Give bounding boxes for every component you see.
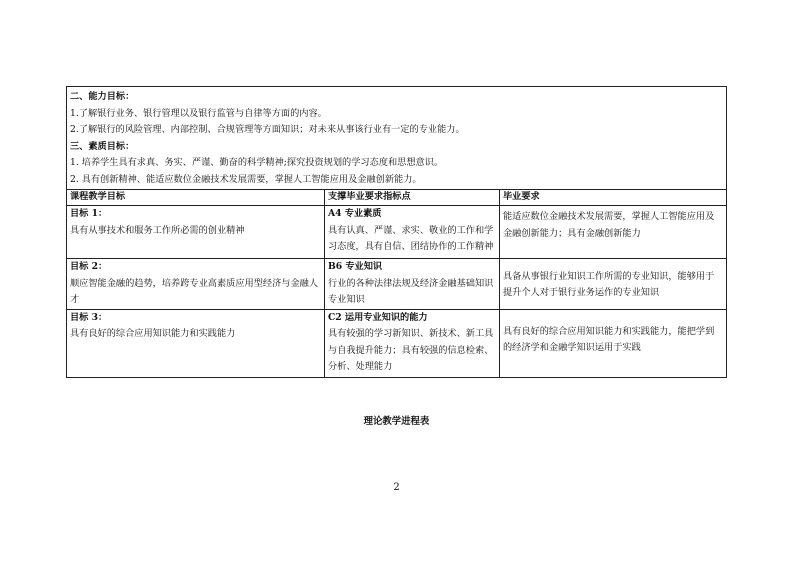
- indicator-text: 具有认真、严谨、求实、敬业的工作和学习态度，具有自信、团结协作的工作精神: [328, 224, 494, 252]
- table-row: [67, 309, 727, 377]
- goal-cell: [67, 309, 325, 377]
- table-row: [67, 259, 727, 310]
- indicator-text: 具有较强的学习新知识、新技术、新工具与自我提升能力；具有较强的信息检索、分析、处理能力: [328, 328, 494, 372]
- table-header-row: [67, 190, 727, 206]
- quality-heading: 三、素质目标：: [70, 140, 135, 152]
- goal-title: 目标 1：: [70, 208, 108, 219]
- goal-title: 目标 2：: [70, 261, 108, 272]
- indicator-title: C2 运用专业知识的能力: [328, 311, 428, 323]
- goal-cell: [67, 259, 325, 310]
- goal-text: 顺应智能金融的趋势，培养跨专业高素质应用型经济与金融人才: [70, 277, 319, 305]
- ability-item-1: 1.了解银行业务、银行管理以及银行监管与自律等方面的内容。: [70, 107, 327, 119]
- course-objectives-table: [66, 86, 727, 378]
- objectives-summary-row: [67, 87, 727, 190]
- indicator-title: B6 专业知识: [328, 261, 383, 272]
- objectives-summary-cell: [67, 87, 727, 190]
- goal-text: 具有良好的综合应用知识能力和实践能力: [70, 328, 236, 339]
- quality-item-2: 2. 具有创新精神、能适应数位金融技术发展需要，掌握人工智能应用及金融创新能力。: [70, 173, 422, 185]
- requirement-cell: 能适应数位金融技术发展需要，掌握人工智能应用及金融创新能力；具有金融创新能力: [500, 206, 727, 259]
- goal-cell: [67, 206, 325, 259]
- ability-heading: 二、能力目标：: [70, 91, 135, 102]
- page-number: 2: [393, 482, 400, 493]
- requirement-cell: 具备从事银行业知识工作所需的专业知识，能够用于提升个人对于银行业务运作的专业知识: [500, 259, 727, 310]
- header-requirement: 毕业要求: [500, 190, 727, 206]
- quality-item-1: 1. 培养学生具有求真、务实、严谨、勤奋的科学精神;探究投资规划的学习态度和思想意识。: [70, 157, 444, 168]
- indicator-cell: [325, 309, 500, 377]
- table-row: [67, 206, 727, 259]
- ability-item-2: 2.了解银行的风险管理、内部控制、合规管理等方面知识；对未来从事该行业有一定的专业能力。: [70, 124, 465, 135]
- goal-text: 具有从事技术和服务工作所必需的创业精神: [70, 224, 245, 236]
- header-course-goal: 课程教学目标: [67, 190, 325, 206]
- indicator-text: 行业的各种法律法规及经济金融基础知识专业知识: [328, 277, 494, 305]
- table-caption: 理论教学进程表: [363, 416, 430, 427]
- indicator-title: A4 专业素质: [328, 208, 382, 219]
- indicator-cell: [325, 259, 500, 310]
- goal-title: 目标 3：: [70, 311, 108, 323]
- requirement-cell: 具有良好的综合应用知识能力和实践能力，能把学到的经济学和金融学知识运用于实践: [500, 309, 727, 377]
- indicator-cell: [325, 206, 500, 259]
- header-indicator: 支撑毕业要求指标点: [325, 190, 500, 206]
